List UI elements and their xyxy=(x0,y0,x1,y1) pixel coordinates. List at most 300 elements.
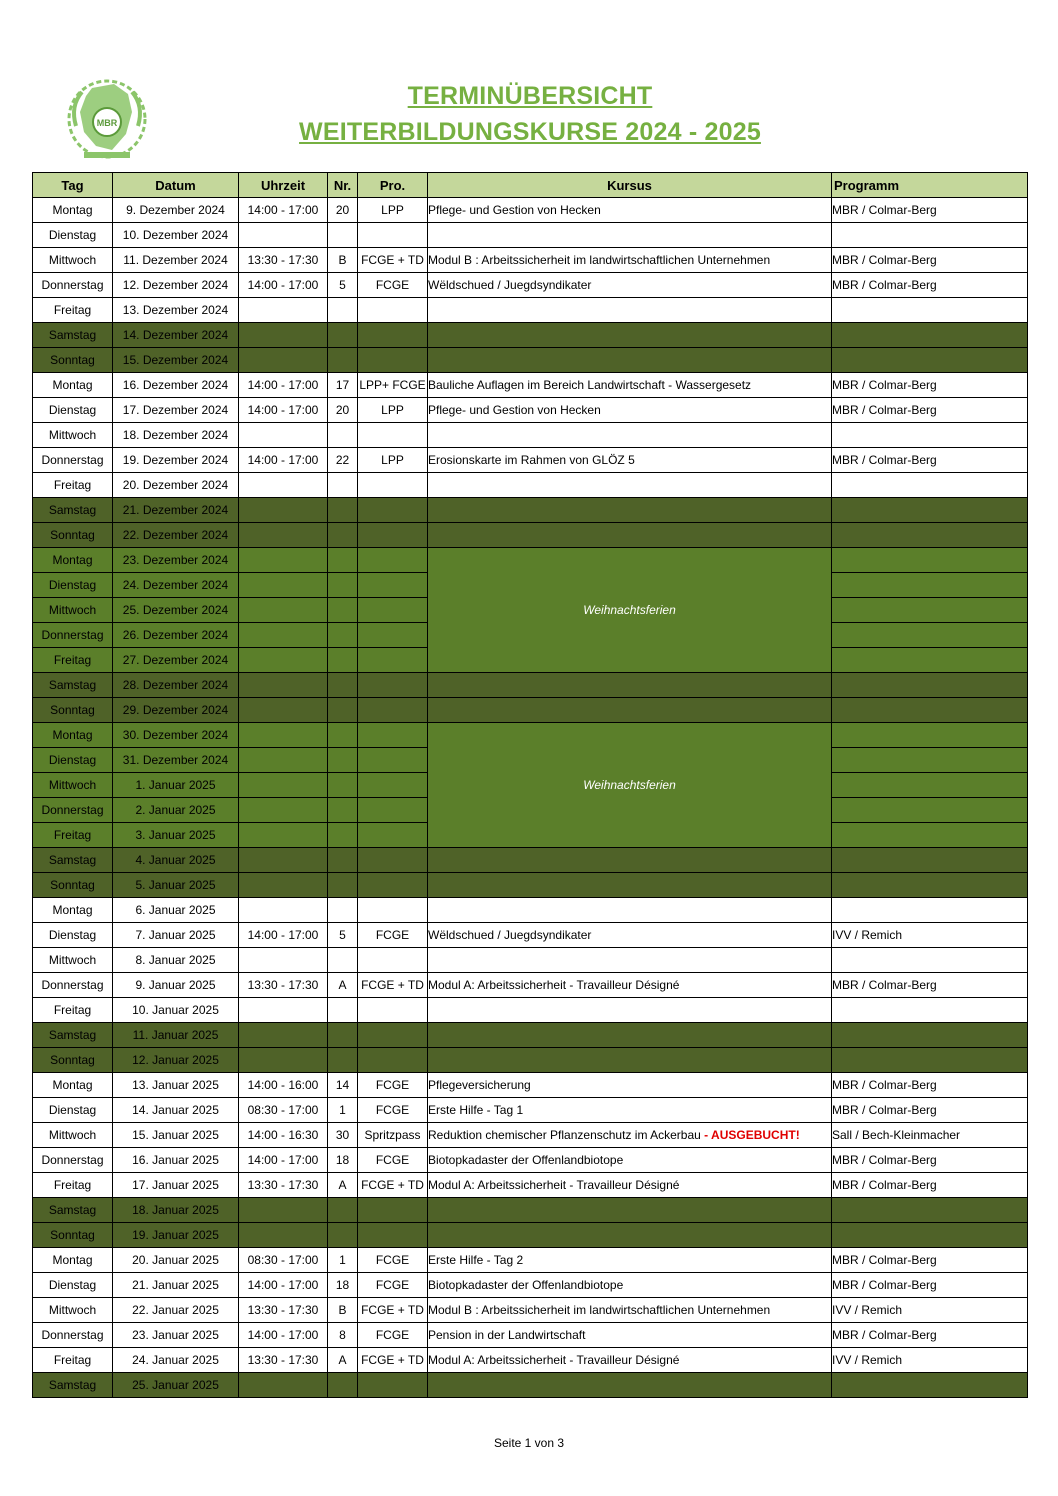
cell-tag xyxy=(33,323,113,348)
cell-datum xyxy=(113,973,239,998)
table-row xyxy=(33,1373,1028,1398)
pro-text: Spritzpass xyxy=(364,1128,421,1142)
cell-tag xyxy=(33,598,113,623)
tag-text: Dienstag xyxy=(48,403,97,417)
cell-kursus xyxy=(428,323,832,348)
cell-datum xyxy=(113,373,239,398)
kursus-text: Erste Hilfe - Tag 1 xyxy=(428,1103,524,1117)
table-row xyxy=(33,1323,1028,1348)
cell-nr xyxy=(328,423,358,448)
cell-datum xyxy=(113,723,239,748)
cell-nr xyxy=(328,823,358,848)
datum-text: 19. Dezember 2024 xyxy=(122,453,229,467)
cell-tag xyxy=(33,698,113,723)
cell-datum xyxy=(113,1098,239,1123)
tag-text: Donnerstag xyxy=(41,453,104,467)
cell-nr xyxy=(328,1348,358,1373)
programm-text: IVV / Remich xyxy=(832,1353,903,1367)
cell-programm xyxy=(832,473,1028,498)
programm-text: MBR / Colmar-Berg xyxy=(832,253,937,267)
nr-text: 8 xyxy=(339,1328,346,1342)
cell-uhrzeit xyxy=(239,1073,328,1098)
pro-text: LPP xyxy=(381,203,404,217)
cell-nr xyxy=(328,698,358,723)
cell-pro xyxy=(358,1273,428,1298)
cell-uhrzeit xyxy=(239,1223,328,1248)
tag-text: Freitag xyxy=(53,1003,92,1017)
pro-text: FCGE + TD xyxy=(361,1353,424,1367)
cell-nr xyxy=(328,1173,358,1198)
cell-uhrzeit xyxy=(239,1348,328,1373)
cell-nr xyxy=(328,673,358,698)
cell-tag xyxy=(33,1273,113,1298)
tag-text: Samstag xyxy=(48,853,97,867)
nr-text: 5 xyxy=(339,928,346,942)
cell-programm xyxy=(832,373,1028,398)
tag-text: Freitag xyxy=(53,1353,92,1367)
cell-datum xyxy=(113,648,239,673)
cell-programm xyxy=(832,1123,1028,1148)
cell-tag xyxy=(33,1373,113,1398)
cell-uhrzeit xyxy=(239,598,328,623)
cell-uhrzeit xyxy=(239,723,328,748)
cell-pro xyxy=(358,298,428,323)
pro-text: FCGE xyxy=(375,1103,410,1117)
tag-text: Sonntag xyxy=(50,353,95,367)
cell-tag xyxy=(33,548,113,573)
tag-text: Sonntag xyxy=(50,528,95,542)
cell-programm xyxy=(832,898,1028,923)
cell-kursus xyxy=(428,348,832,373)
pro-text: LPP xyxy=(381,403,404,417)
tag-text: Samstag xyxy=(48,1203,97,1217)
datum-text: 9. Dezember 2024 xyxy=(126,203,225,217)
programm-text: MBR / Colmar-Berg xyxy=(832,1328,937,1342)
cell-tag xyxy=(33,1098,113,1123)
cell-programm xyxy=(832,573,1028,598)
nr-text: 30 xyxy=(335,1128,350,1142)
datum-text: 18. Dezember 2024 xyxy=(122,428,229,442)
cell-tag xyxy=(33,748,113,773)
tag-text: Montag xyxy=(52,553,93,567)
cell-uhrzeit xyxy=(239,198,328,223)
cell-tag xyxy=(33,1148,113,1173)
datum-text: 25. Januar 2025 xyxy=(132,1378,219,1392)
cell-uhrzeit xyxy=(239,1373,328,1398)
nr-text: 1 xyxy=(339,1103,346,1117)
cell-tag xyxy=(33,423,113,448)
tag-text: Montag xyxy=(52,728,93,742)
cell-tag xyxy=(33,398,113,423)
cell-pro xyxy=(358,1173,428,1198)
nr-text: 18 xyxy=(335,1153,350,1167)
table-row xyxy=(33,1073,1028,1098)
sold-out-badge: - AUSGEBUCHT! xyxy=(700,1128,800,1142)
cell-programm xyxy=(832,398,1028,423)
cell-pro xyxy=(358,423,428,448)
cell-datum xyxy=(113,1048,239,1073)
cell-pro xyxy=(358,573,428,598)
tag-text: Freitag xyxy=(53,828,92,842)
cell-pro xyxy=(358,773,428,798)
table-row xyxy=(33,873,1028,898)
cell-pro xyxy=(358,1048,428,1073)
cell-datum xyxy=(113,1273,239,1298)
datum-text: 14. Dezember 2024 xyxy=(122,328,229,342)
cell-uhrzeit xyxy=(239,273,328,298)
cell-tag xyxy=(33,448,113,473)
table-row xyxy=(33,998,1028,1023)
cell-programm xyxy=(832,1273,1028,1298)
cell-datum xyxy=(113,523,239,548)
cell-tag xyxy=(33,923,113,948)
datum-text: 27. Dezember 2024 xyxy=(122,653,229,667)
table-row xyxy=(33,1023,1028,1048)
programm-text: MBR / Colmar-Berg xyxy=(832,203,937,217)
kursus-text: Modul A: Arbeitssicherheit - Travailleur Désigné xyxy=(428,978,680,992)
programm-text: IVV / Remich xyxy=(832,1303,903,1317)
cell-datum xyxy=(113,1073,239,1098)
kursus-text: Erosionskarte im Rahmen von GLÖZ 5 xyxy=(428,453,635,467)
cell-nr xyxy=(328,1098,358,1123)
cell-kursus xyxy=(428,848,832,873)
cell-pro xyxy=(358,698,428,723)
cell-uhrzeit xyxy=(239,548,328,573)
tag-text: Samstag xyxy=(48,1378,97,1392)
cell-uhrzeit xyxy=(239,873,328,898)
cell-tag xyxy=(33,1048,113,1073)
logo-text: MBR xyxy=(96,118,118,128)
cell-tag xyxy=(33,1123,113,1148)
tag-text: Dienstag xyxy=(48,1103,97,1117)
nr-text: 14 xyxy=(335,1078,350,1092)
tag-text: Dienstag xyxy=(48,1278,97,1292)
datum-text: 4. Januar 2025 xyxy=(135,853,216,867)
cell-datum xyxy=(113,1173,239,1198)
kursus-text: Biotopkadaster der Offenlandbiotope xyxy=(428,1278,624,1292)
uhrzeit-text: 14:00 - 17:00 xyxy=(247,378,319,392)
cell-pro xyxy=(358,873,428,898)
cell-uhrzeit xyxy=(239,1323,328,1348)
cell-uhrzeit xyxy=(239,698,328,723)
tag-text: Mittwoch xyxy=(48,603,97,617)
cell-kursus xyxy=(428,698,832,723)
cell-kursus xyxy=(428,1173,832,1198)
uhrzeit-text: 13:30 - 17:30 xyxy=(247,253,319,267)
cell-kursus xyxy=(428,1298,832,1323)
cell-datum xyxy=(113,398,239,423)
header-datum: Datum xyxy=(113,173,239,198)
table-row xyxy=(33,373,1028,398)
datum-text: 14. Januar 2025 xyxy=(132,1103,219,1117)
cell-nr xyxy=(328,298,358,323)
tag-text: Donnerstag xyxy=(41,803,104,817)
programm-text: MBR / Colmar-Berg xyxy=(832,1103,937,1117)
uhrzeit-text: 13:30 - 17:30 xyxy=(247,1353,319,1367)
datum-text: 12. Dezember 2024 xyxy=(122,278,229,292)
nr-text: A xyxy=(338,1178,347,1192)
datum-text: 21. Januar 2025 xyxy=(132,1278,219,1292)
cell-uhrzeit xyxy=(239,848,328,873)
cell-tag xyxy=(33,848,113,873)
uhrzeit-text: 14:00 - 17:00 xyxy=(247,203,319,217)
cell-pro xyxy=(358,1373,428,1398)
cell-nr xyxy=(328,248,358,273)
cell-tag xyxy=(33,198,113,223)
cell-datum xyxy=(113,598,239,623)
cell-kursus xyxy=(428,1223,832,1248)
programm-text: IVV / Remich xyxy=(832,928,903,942)
tag-text: Sonntag xyxy=(50,1053,95,1067)
tag-text: Sonntag xyxy=(50,1228,95,1242)
datum-text: 22. Januar 2025 xyxy=(132,1303,219,1317)
datum-text: 30. Dezember 2024 xyxy=(122,728,229,742)
cell-nr xyxy=(328,448,358,473)
page-subtitle: WEITERBILDUNGSKURSE 2024 - 2025 xyxy=(299,118,761,146)
cell-datum xyxy=(113,198,239,223)
table-row xyxy=(33,948,1028,973)
nr-text: 22 xyxy=(335,453,350,467)
cell-nr xyxy=(328,998,358,1023)
uhrzeit-text: 14:00 - 16:00 xyxy=(247,1078,319,1092)
table-row xyxy=(33,448,1028,473)
cell-nr xyxy=(328,773,358,798)
cell-kursus xyxy=(428,448,832,473)
programm-text: MBR / Colmar-Berg xyxy=(832,1178,937,1192)
cell-kursus xyxy=(428,223,832,248)
cell-nr xyxy=(328,523,358,548)
uhrzeit-text: 14:00 - 16:30 xyxy=(247,1128,319,1142)
cell-uhrzeit xyxy=(239,1198,328,1223)
cell-uhrzeit xyxy=(239,1148,328,1173)
cell-programm xyxy=(832,948,1028,973)
cell-uhrzeit xyxy=(239,823,328,848)
cell-pro xyxy=(358,473,428,498)
cell-nr xyxy=(328,598,358,623)
cell-pro xyxy=(358,1323,428,1348)
cell-programm xyxy=(832,973,1028,998)
cell-nr xyxy=(328,948,358,973)
programm-text: MBR / Colmar-Berg xyxy=(832,1253,937,1267)
cell-nr xyxy=(328,1048,358,1073)
table-header-row xyxy=(33,173,1028,198)
datum-text: 3. Januar 2025 xyxy=(135,828,216,842)
header-nr: Nr. xyxy=(328,173,358,198)
kursus-text: Modul A: Arbeitssicherheit - Travailleur Désigné xyxy=(428,1353,680,1367)
cell-tag xyxy=(33,1198,113,1223)
cell-kursus xyxy=(428,473,832,498)
tag-text: Mittwoch xyxy=(48,253,97,267)
nr-text: B xyxy=(338,253,347,267)
cell-uhrzeit xyxy=(239,1248,328,1273)
mbr-logo xyxy=(62,76,152,162)
table-row xyxy=(33,473,1028,498)
cell-datum xyxy=(113,698,239,723)
pro-text: FCGE xyxy=(375,1078,410,1092)
cell-nr xyxy=(328,473,358,498)
header-tag: Tag xyxy=(33,173,113,198)
tag-text: Freitag xyxy=(53,303,92,317)
pro-text: FCGE + TD xyxy=(361,978,424,992)
cell-pro xyxy=(358,673,428,698)
kursus-text: Pflege- und Gestion von Hecken xyxy=(428,403,601,417)
uhrzeit-text: 14:00 - 17:00 xyxy=(247,453,319,467)
cell-pro xyxy=(358,498,428,523)
cell-datum xyxy=(113,773,239,798)
cell-nr xyxy=(328,1223,358,1248)
table-row xyxy=(33,1198,1028,1223)
cell-kursus xyxy=(428,948,832,973)
cell-kursus xyxy=(428,1248,832,1273)
datum-text: 28. Dezember 2024 xyxy=(122,678,229,692)
holiday-cell: Weihnachtsferien xyxy=(428,548,832,673)
cell-nr xyxy=(328,898,358,923)
cell-tag xyxy=(33,1223,113,1248)
cell-datum xyxy=(113,848,239,873)
cell-uhrzeit xyxy=(239,398,328,423)
cell-kursus xyxy=(428,1323,832,1348)
cell-programm xyxy=(832,498,1028,523)
cell-uhrzeit xyxy=(239,648,328,673)
cell-pro xyxy=(358,548,428,573)
cell-nr xyxy=(328,273,358,298)
programm-text: MBR / Colmar-Berg xyxy=(832,978,937,992)
tag-text: Donnerstag xyxy=(41,978,104,992)
tag-text: Donnerstag xyxy=(41,628,104,642)
cell-uhrzeit xyxy=(239,798,328,823)
nr-text: A xyxy=(338,978,347,992)
tag-text: Dienstag xyxy=(48,228,97,242)
cell-programm xyxy=(832,823,1028,848)
cell-nr xyxy=(328,323,358,348)
cell-pro xyxy=(358,1198,428,1223)
table-row xyxy=(33,848,1028,873)
cell-datum xyxy=(113,998,239,1023)
cell-programm xyxy=(832,598,1028,623)
table-row xyxy=(33,223,1028,248)
pro-text: FCGE + TD xyxy=(361,253,424,267)
cell-programm xyxy=(832,1348,1028,1373)
datum-text: 23. Januar 2025 xyxy=(132,1328,219,1342)
cell-kursus xyxy=(428,198,832,223)
cell-datum xyxy=(113,948,239,973)
cell-tag xyxy=(33,1073,113,1098)
cell-programm xyxy=(832,198,1028,223)
table-row xyxy=(33,1098,1028,1123)
cell-kursus xyxy=(428,423,832,448)
cell-uhrzeit xyxy=(239,448,328,473)
cell-kursus xyxy=(428,1373,832,1398)
cell-programm xyxy=(832,623,1028,648)
cell-uhrzeit xyxy=(239,948,328,973)
cell-kursus xyxy=(428,523,832,548)
datum-text: 23. Dezember 2024 xyxy=(122,553,229,567)
uhrzeit-text: 13:30 - 17:30 xyxy=(247,1178,319,1192)
cell-tag xyxy=(33,223,113,248)
tag-text: Sonntag xyxy=(50,878,95,892)
cell-nr xyxy=(328,223,358,248)
cell-programm xyxy=(832,698,1028,723)
cell-nr xyxy=(328,1248,358,1273)
cell-uhrzeit xyxy=(239,1273,328,1298)
cell-datum xyxy=(113,623,239,648)
cell-programm xyxy=(832,1023,1028,1048)
cell-uhrzeit xyxy=(239,523,328,548)
datum-text: 9. Januar 2025 xyxy=(135,978,216,992)
uhrzeit-text: 14:00 - 17:00 xyxy=(247,1328,319,1342)
cell-programm xyxy=(832,1323,1028,1348)
datum-text: 24. Dezember 2024 xyxy=(122,578,229,592)
kursus-text: Erste Hilfe - Tag 2 xyxy=(428,1253,524,1267)
cell-uhrzeit xyxy=(239,623,328,648)
cell-programm xyxy=(832,1073,1028,1098)
cell-kursus xyxy=(428,398,832,423)
cell-nr xyxy=(328,398,358,423)
cell-tag xyxy=(33,973,113,998)
cell-tag xyxy=(33,723,113,748)
cell-kursus xyxy=(428,498,832,523)
tag-text: Samstag xyxy=(48,678,97,692)
datum-text: 15. Dezember 2024 xyxy=(122,353,229,367)
cell-nr xyxy=(328,848,358,873)
cell-tag xyxy=(33,673,113,698)
cell-nr xyxy=(328,1273,358,1298)
datum-text: 26. Dezember 2024 xyxy=(122,628,229,642)
cell-nr xyxy=(328,198,358,223)
cell-programm xyxy=(832,1098,1028,1123)
datum-text: 1. Januar 2025 xyxy=(135,778,216,792)
cell-pro xyxy=(358,223,428,248)
cell-uhrzeit xyxy=(239,973,328,998)
cell-programm xyxy=(832,798,1028,823)
cell-programm xyxy=(832,923,1028,948)
cell-tag xyxy=(33,348,113,373)
cell-programm xyxy=(832,773,1028,798)
table-row xyxy=(33,273,1028,298)
tag-text: Montag xyxy=(52,903,93,917)
cell-tag xyxy=(33,248,113,273)
cell-kursus xyxy=(428,373,832,398)
kursus-text: Bauliche Auflagen im Bereich Landwirtschaft - Wassergesetz xyxy=(428,378,752,392)
cell-kursus xyxy=(428,1073,832,1098)
cell-pro xyxy=(358,623,428,648)
page-footer: Seite 1 von 3 xyxy=(493,1436,565,1450)
tag-text: Samstag xyxy=(48,1028,97,1042)
cell-uhrzeit xyxy=(239,1123,328,1148)
datum-text: 13. Januar 2025 xyxy=(132,1078,219,1092)
datum-text: 7. Januar 2025 xyxy=(135,928,216,942)
programm-text: MBR / Colmar-Berg xyxy=(832,378,937,392)
cell-programm xyxy=(832,273,1028,298)
datum-text: 10. Dezember 2024 xyxy=(122,228,229,242)
programm-text: MBR / Colmar-Berg xyxy=(832,1153,937,1167)
cell-tag xyxy=(33,948,113,973)
cell-datum xyxy=(113,323,239,348)
table-row xyxy=(33,1048,1028,1073)
cell-kursus xyxy=(428,923,832,948)
cell-tag xyxy=(33,773,113,798)
cell-uhrzeit xyxy=(239,773,328,798)
table-row xyxy=(33,723,1028,748)
datum-text: 6. Januar 2025 xyxy=(135,903,216,917)
cell-pro xyxy=(358,1298,428,1323)
cell-pro xyxy=(358,598,428,623)
datum-text: 21. Dezember 2024 xyxy=(122,503,229,517)
cell-tag xyxy=(33,798,113,823)
nr-text: 1 xyxy=(339,1253,346,1267)
cell-programm xyxy=(832,873,1028,898)
datum-text: 12. Januar 2025 xyxy=(132,1053,219,1067)
